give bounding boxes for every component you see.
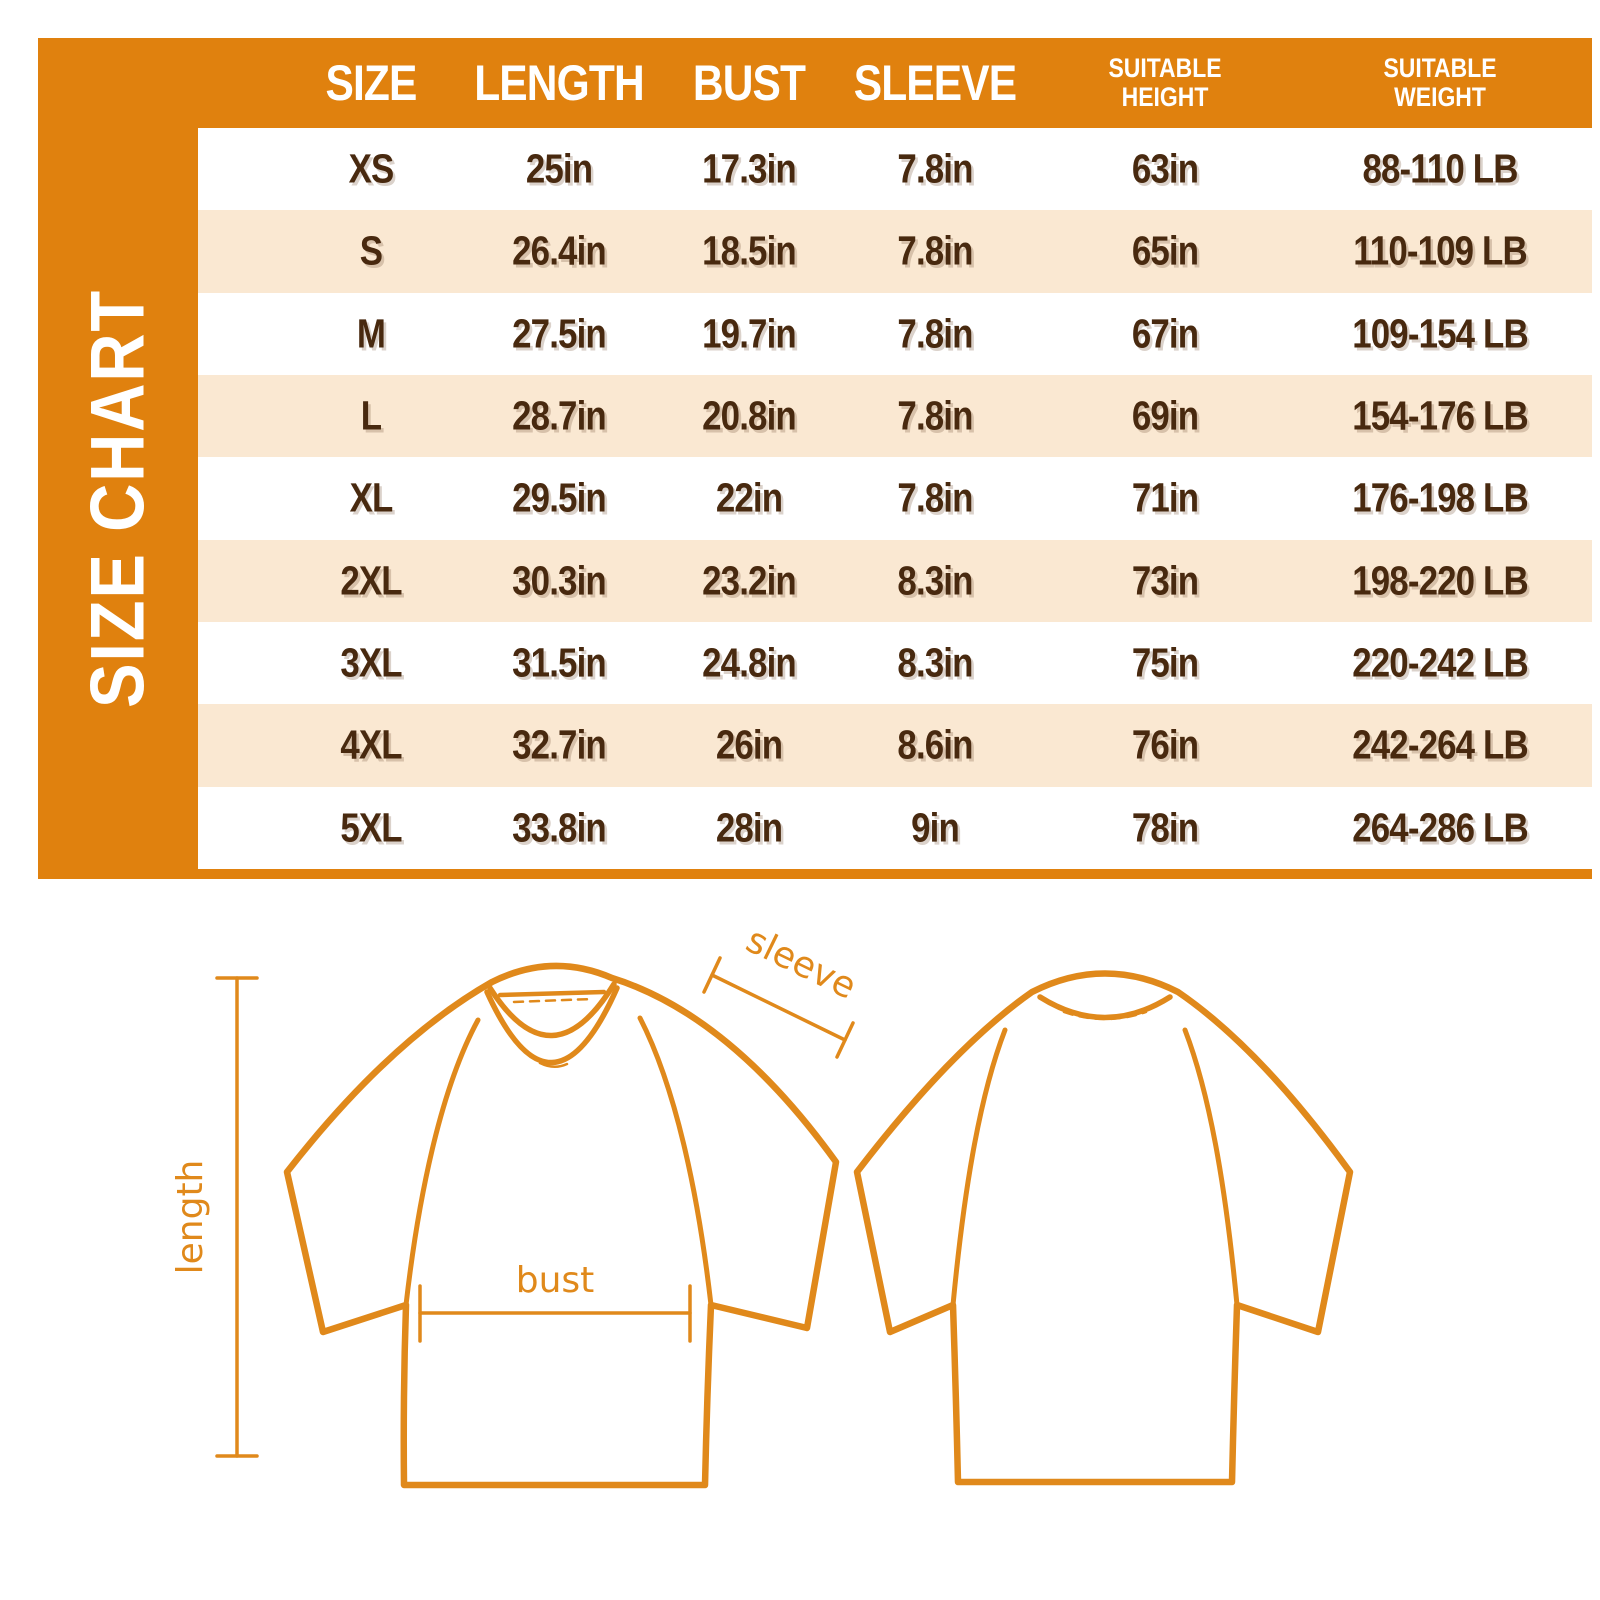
cell-sleeve: 7.8in xyxy=(897,474,974,521)
column-header-length: LENGTH xyxy=(474,55,644,111)
sleeve-measure-tick-left xyxy=(704,958,720,992)
front-collar-rib-seam xyxy=(487,988,617,1063)
cell-bust: 18.5in xyxy=(701,227,796,274)
cell-size: L xyxy=(360,392,382,439)
bust-measurement xyxy=(420,1260,690,1341)
length-measurement xyxy=(170,978,257,1456)
cell-bust: 17.3in xyxy=(701,145,796,192)
cell-weight: 242-264 LB xyxy=(1352,721,1528,768)
cell-length: 25in xyxy=(525,145,593,192)
table-row-3xl xyxy=(198,622,1592,704)
cell-weight: 176-198 LB xyxy=(1352,474,1528,521)
cell-height: 76in xyxy=(1132,721,1199,768)
cell-weight: 220-242 LB xyxy=(1352,639,1528,686)
cell-height: 78in xyxy=(1132,804,1199,851)
cell-weight: 198-220 LB xyxy=(1352,557,1528,604)
cell-bust: 19.7in xyxy=(701,310,796,357)
back-collar-band xyxy=(1040,997,1170,1018)
length-label: length xyxy=(170,1159,211,1275)
cell-size: 5XL xyxy=(340,804,402,851)
cell-height: 73in xyxy=(1132,557,1199,604)
cell-size: XL xyxy=(349,474,393,521)
table-title-sidebar xyxy=(38,128,198,869)
cell-bust: 20.8in xyxy=(701,392,796,439)
cell-height: 65in xyxy=(1132,227,1199,274)
back-right-armhole-seam xyxy=(1185,1030,1237,1305)
cell-bust: 22in xyxy=(715,474,782,521)
cell-size: 4XL xyxy=(340,721,402,768)
table-row-5xl xyxy=(198,787,1592,869)
table-row-l xyxy=(198,375,1592,457)
cell-length: 32.7in xyxy=(512,721,606,768)
cell-weight: 88-110 LB xyxy=(1362,145,1518,192)
tshirt-back-drawing xyxy=(857,974,1350,1483)
table-title: SIZE CHART xyxy=(75,289,161,708)
cell-weight: 264-286 LB xyxy=(1352,804,1528,851)
front-shirt-outline xyxy=(287,966,836,1485)
cell-sleeve: 7.8in xyxy=(897,392,974,439)
cell-bust: 28in xyxy=(715,804,782,851)
cell-weight: 110-109 LB xyxy=(1353,227,1527,274)
tshirt-front-drawing xyxy=(287,966,836,1485)
sleeve-measurement xyxy=(704,920,862,1057)
cell-sleeve: 8.3in xyxy=(897,557,974,604)
cell-height: 63in xyxy=(1132,145,1199,192)
tshirt-measurement-diagram xyxy=(0,900,1600,1600)
back-shirt-outline xyxy=(857,974,1350,1483)
front-right-armhole-seam xyxy=(640,1018,711,1305)
cell-bust: 26in xyxy=(715,721,782,768)
column-header-size: SIZE xyxy=(325,55,417,111)
front-left-armhole-seam xyxy=(406,1020,478,1305)
cell-height: 71in xyxy=(1132,474,1199,521)
table-row-xl xyxy=(198,457,1592,539)
cell-sleeve: 8.6in xyxy=(897,721,974,768)
cell-height: 67in xyxy=(1132,310,1199,357)
cell-bust: 23.2in xyxy=(701,557,796,604)
cell-length: 29.5in xyxy=(512,474,606,521)
column-header-suitable-weight: SUITABLE WEIGHT xyxy=(1383,52,1497,112)
cell-size: S xyxy=(359,227,383,274)
cell-size: 3XL xyxy=(340,639,402,686)
cell-weight: 154-176 LB xyxy=(1352,392,1528,439)
cell-sleeve: 7.8in xyxy=(897,145,974,192)
cell-size: XS xyxy=(348,145,394,192)
size-chart-table xyxy=(38,38,1592,879)
cell-sleeve: 9in xyxy=(911,804,960,851)
cell-length: 33.8in xyxy=(512,804,606,851)
back-left-armhole-seam xyxy=(953,1030,1005,1305)
cell-size: M xyxy=(356,310,385,357)
table-row-4xl xyxy=(198,704,1592,786)
cell-height: 69in xyxy=(1132,392,1199,439)
table-row-xs xyxy=(198,128,1592,210)
cell-size: 2XL xyxy=(340,557,402,604)
cell-sleeve: 7.8in xyxy=(897,227,974,274)
cell-length: 30.3in xyxy=(512,557,606,604)
cell-length: 28.7in xyxy=(512,392,606,439)
cell-height: 75in xyxy=(1132,639,1199,686)
table-row-m xyxy=(198,293,1592,375)
cell-length: 31.5in xyxy=(512,639,606,686)
bust-label: bust xyxy=(515,1260,595,1301)
table-header-row xyxy=(198,38,1592,128)
table-row-s xyxy=(198,210,1592,292)
cell-sleeve: 8.3in xyxy=(897,639,974,686)
cell-sleeve: 7.8in xyxy=(897,310,974,357)
sleeve-measure-tick-right xyxy=(837,1023,853,1057)
column-header-sleeve: SLEEVE xyxy=(854,55,1017,111)
sleeve-label: sleeve xyxy=(739,919,863,1008)
cell-weight: 109-154 LB xyxy=(1352,310,1528,357)
cell-length: 26.4in xyxy=(512,227,606,274)
front-collar-stitching xyxy=(514,999,592,1002)
cell-bust: 24.8in xyxy=(701,639,796,686)
table-body xyxy=(198,128,1592,869)
column-header-suitable-height: SUITABLE HEIGHT xyxy=(1108,52,1222,112)
table-row-2xl xyxy=(198,540,1592,622)
column-header-bust: BUST xyxy=(692,55,805,111)
front-collar-back-edge xyxy=(500,992,604,995)
cell-length: 27.5in xyxy=(512,310,606,357)
